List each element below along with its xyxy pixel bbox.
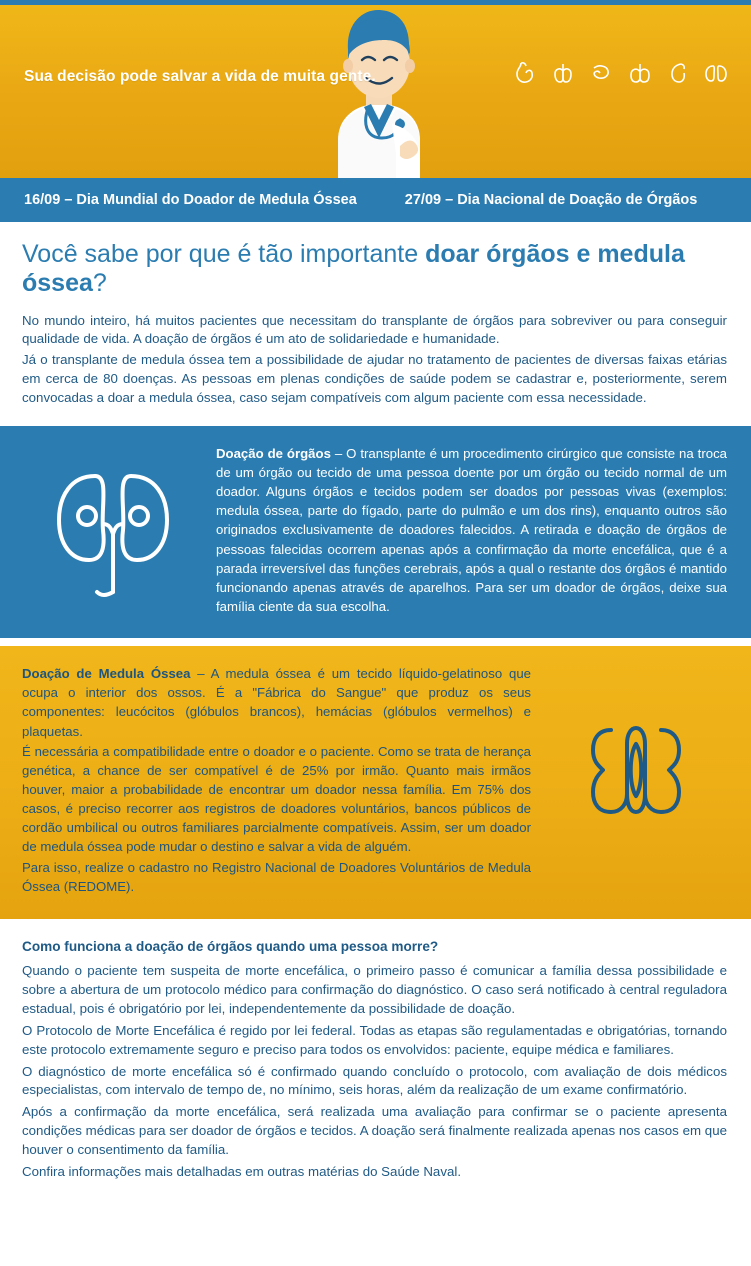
marrow-heading: Doação de Medula Óssea — [22, 666, 191, 682]
marrow-paragraph-2: É necessária a compatibilidade entre o doador e o paciente. Como se trata de herança genética, a chance de ser compatível é de 25% por irmão. Quanto mais irmãos houver, maior a probabilidade de encontrar um doador nessa família. Em 75% dos casos, é preciso recorrer aos registros de doadores voluntários, bancos públicos de cordão umbilical ou outros familiares parcialmente compatíveis. Assim, ser um doador de medula óssea pode mudar o destino e salvar a vida de alguém. — [22, 743, 531, 855]
marrow-body-1: A medula óssea é um tecido líquido-gelatinoso que ocupa o interior dos ossos. É a "Fábrica do Sangue" que produz os seus componentes: leucócitos (glóbulos brancos), hemácias (glóbulos vermelhos) e plaquetas. — [22, 666, 531, 739]
date-national-organ-donation-day: 27/09 – Dia Nacional de Doação de Órgãos — [404, 192, 698, 208]
commemorative-dates-bar — [0, 178, 751, 222]
marrow-dash: – — [190, 666, 211, 682]
page-title-bold: doar órgãos e medula óssea — [22, 240, 685, 297]
organ-donation-text — [216, 444, 727, 616]
kidneys-icon — [703, 60, 729, 86]
header-tagline: Sua decisão pode salvar a vida de muita gente. — [24, 68, 376, 85]
date-world-marrow-donor-day: 16/09 – Dia Mundial do Doador de Medula Óssea — [24, 192, 357, 208]
organ-donation-panel — [0, 426, 751, 638]
intro-paragraph-2: Já o transplante de medula óssea tem a possibilidade de ajudar no tratamento de pacientes de diversas faixas etárias em cerca de 80 doenças. As pessoas em plenas condições de saúde podem se cadastrar e, posteriormente, serem convocadas a doar a medula óssea, caso sejam compatíveis com algum paciente com essa necessidade. — [22, 352, 727, 405]
lungs-icon — [627, 60, 653, 86]
header-banner — [0, 0, 751, 178]
page-title — [22, 240, 729, 298]
how-it-works-paragraph-3: O diagnóstico de morte encefálica só é confirmado quando concluído o protocolo, com avaliação de dois médicos especialistas, com intervalo de tempo de, no mínimo, seis horas, além da realização de um exame confirmatório. — [22, 1063, 727, 1098]
how-it-works-paragraph-1: Quando o paciente tem suspeita de morte encefálica, o primeiro passo é comunicar a família dessa possibilidade e sobre a abertura de um protocolo médico para confirmação do diagnóstico. O caso será notificado à central reguladora estadual, pois é obrigatório por lei, independentemente da possibilidade de doação. — [22, 963, 727, 1016]
page-title-part2: ? — [92, 268, 107, 297]
marrow-donation-panel — [0, 646, 751, 919]
stomach-icon — [513, 60, 537, 86]
kidneys-illustration-col — [18, 444, 208, 616]
how-it-works-paragraph-4: Após a confirmação da morte encefálica, será realizada uma avaliação para confirmar se o paciente apresenta condições médicas para ser doador de órgãos e tecidos. A doação será finalmente realizada apenas nos casos em que houver o consentimento da família. — [22, 1104, 727, 1157]
organ-donation-heading: Doação de órgãos — [216, 445, 331, 461]
doctor-illustration — [296, 4, 456, 178]
organ-donation-dash: – — [330, 445, 347, 461]
page-title-wrap — [0, 222, 751, 306]
bone-marrow-icon — [581, 708, 691, 853]
marrow-paragraph-3: Para isso, realize o cadastro no Registro Nacional de Doadores Voluntários de Medula Óssea (REDOME). — [22, 859, 531, 894]
marrow-paragraph-1 — [22, 664, 531, 741]
how-it-works-section — [0, 919, 751, 1195]
page-title-part1: Você sabe por que é tão importante — [22, 240, 426, 268]
marrow-donation-text — [22, 664, 531, 897]
how-it-works-paragraph-5: Confira informações mais detalhadas em outras matérias do Saúde Naval. — [22, 1163, 462, 1179]
bone-marrow-illustration-col — [541, 664, 731, 897]
intro-paragraph-1: No mundo inteiro, há muitos pacientes que necessitam do transplante de órgãos para sobreviver ou para conseguir qualidade de vida. A doação de órgãos é um ato de solidariedade e humanidade. — [22, 312, 727, 347]
kidneys-icon — [43, 458, 183, 613]
intro-text — [0, 306, 751, 426]
liver-icon — [667, 60, 689, 86]
lung-icon — [551, 60, 575, 86]
how-it-works-paragraph-2: O Protocolo de Morte Encefálica é regido por lei federal. Todas as etapas são regulamentadas e obrigatórias, tornando este protocolo extremamente seguro e preciso para todos os envolvidos: paciente, equipe médica e familiares. — [22, 1022, 727, 1057]
organ-icon-row — [513, 60, 729, 86]
pancreas-icon — [589, 60, 613, 86]
organ-donation-body: O transplante é um procedimento cirúrgico que consiste na troca de um órgão ou tecido de uma pessoa doente por um órgão ou tecido normal de um doador. Alguns órgãos e tecidos podem ser doados por pessoas vivas (exemplos: medula óssea, parte do fígado, parte do pulmão e um dos rins), enquanto outros são originados exclusivamente de doadores falecidos. A retirada e doação de órgãos de pessoas falecidas ocorrem apenas após a confirmação da morte encefálica, que é a parada irreversível das funções cerebrais, após a qual o restante dos órgãos é mantido funcionando apenas através de aparelhos. Para ser um doador de órgãos, deixe sua família ciente da sua escolha. — [216, 445, 727, 614]
how-it-works-heading: Como funciona a doação de órgãos quando uma pessoa morre? — [22, 938, 439, 954]
